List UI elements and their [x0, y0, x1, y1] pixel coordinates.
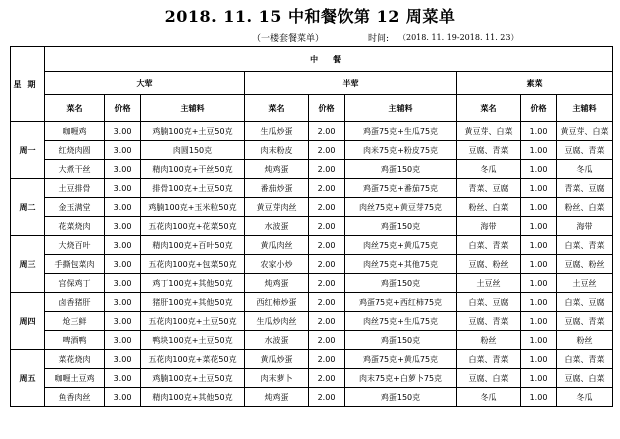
table-cell: 菜花烧肉 [45, 350, 105, 369]
category-header: 大荤 [45, 72, 245, 95]
table-cell: 五花肉100克+菜花50克 [141, 350, 245, 369]
meal-header: 中 餐 [45, 47, 613, 72]
table-row [11, 350, 613, 369]
table-cell: 肉丝75克+黄豆芽75克 [345, 198, 457, 217]
table-cell: 生瓜炒蛋 [245, 122, 309, 141]
table-cell: 1.00 [521, 369, 557, 388]
table-cell: 番茄炒蛋 [245, 179, 309, 198]
table-cell: 大煮干丝 [45, 160, 105, 179]
table-cell: 肉末75克+白萝卜75克 [345, 369, 457, 388]
table-cell: 精肉100克+百叶50克 [141, 236, 245, 255]
table-cell: 肉圆150克 [141, 141, 245, 160]
table-cell: 3.00 [105, 141, 141, 160]
table-cell: 粉丝、白菜 [457, 198, 521, 217]
weekday-cell: 周五 [11, 350, 45, 407]
table-cell: 1.00 [521, 198, 557, 217]
table-row [11, 198, 613, 217]
time-range: （2018. 11. 19-2018. 11. 23） [398, 33, 519, 42]
table-cell: 3.00 [105, 122, 141, 141]
table-cell: 2.00 [309, 312, 345, 331]
table-cell: 黄豆芽、白菜 [557, 122, 613, 141]
table-row [11, 217, 613, 236]
table-cell: 3.00 [105, 350, 141, 369]
table-cell: 肉丝75克+黄瓜75克 [345, 236, 457, 255]
table-cell: 3.00 [105, 217, 141, 236]
table-cell: 1.00 [521, 350, 557, 369]
table-cell: 1.00 [521, 312, 557, 331]
table-cell: 土豆排骨 [45, 179, 105, 198]
table-cell: 豆腐、青菜 [457, 312, 521, 331]
table-cell: 2.00 [309, 255, 345, 274]
table-cell: 猪肝100克+其他50克 [141, 293, 245, 312]
table-cell: 1.00 [521, 236, 557, 255]
table-cell: 豆腐、粉丝 [457, 255, 521, 274]
table-cell: 豆腐、白菜 [557, 369, 613, 388]
table-cell: 3.00 [105, 369, 141, 388]
table-row [11, 179, 613, 198]
table-cell: 1.00 [521, 179, 557, 198]
table-cell: 粉丝 [557, 331, 613, 350]
table-row [11, 388, 613, 407]
table-cell: 炖鸡蛋 [245, 274, 309, 293]
table-cell: 粉丝、白菜 [557, 198, 613, 217]
table-cell: 3.00 [105, 198, 141, 217]
table-cell: 白菜、青菜 [557, 350, 613, 369]
page-title: 2018. 11. 15 中和餐饮第 12 周菜单 [164, 7, 456, 26]
column-header: 主辅料 [141, 95, 245, 122]
column-header: 主辅料 [557, 95, 613, 122]
table-cell: 3.00 [105, 236, 141, 255]
table-cell: 五花肉100克+花菜50克 [141, 217, 245, 236]
table-cell: 2.00 [309, 198, 345, 217]
column-header: 价格 [521, 95, 557, 122]
table-cell: 豆腐、青菜 [557, 312, 613, 331]
table-cell: 精肉100克+其他50克 [141, 388, 245, 407]
table-cell: 白菜、青菜 [457, 350, 521, 369]
table-cell: 肉米75克+粉皮75克 [345, 141, 457, 160]
table-cell: 鸡蛋150克 [345, 160, 457, 179]
table-cell: 2.00 [309, 217, 345, 236]
table-cell: 肉末萝卜 [245, 369, 309, 388]
table-row [11, 236, 613, 255]
table-cell: 农家小炒 [245, 255, 309, 274]
table-cell: 青菜、豆腐 [557, 179, 613, 198]
table-cell: 3.00 [105, 255, 141, 274]
column-header: 菜名 [245, 95, 309, 122]
table-cell: 生瓜炒肉丝 [245, 312, 309, 331]
table-cell: 冬瓜 [457, 388, 521, 407]
table-cell: 大烧百叶 [45, 236, 105, 255]
column-header: 菜名 [45, 95, 105, 122]
table-cell: 豆腐、青菜 [457, 141, 521, 160]
table-cell: 冬瓜 [557, 388, 613, 407]
table-cell: 2.00 [309, 179, 345, 198]
table-cell: 金玉满堂 [45, 198, 105, 217]
table-cell: 鸡蛋75克+生瓜75克 [345, 122, 457, 141]
table-cell: 1.00 [521, 160, 557, 179]
table-cell: 2.00 [309, 293, 345, 312]
table-row [11, 331, 613, 350]
table-cell: 花菜烧肉 [45, 217, 105, 236]
category-header: 素菜 [457, 72, 613, 95]
table-cell: 豆腐、粉丝 [557, 255, 613, 274]
table-cell: 土豆丝 [457, 274, 521, 293]
table-cell: 3.00 [105, 160, 141, 179]
table-row [11, 160, 613, 179]
table-cell: 1.00 [521, 217, 557, 236]
table-cell: 鸡蛋75克+黄瓜75克 [345, 350, 457, 369]
weekday-cell: 周三 [11, 236, 45, 293]
table-cell: 粉丝 [457, 331, 521, 350]
table-cell: 肉末粉皮 [245, 141, 309, 160]
table-cell: 2.00 [309, 122, 345, 141]
table-cell: 鸡蛋150克 [345, 388, 457, 407]
table-cell: 青菜、豆腐 [457, 179, 521, 198]
table-cell: 黄瓜肉丝 [245, 236, 309, 255]
table-cell: 肉丝75克+其他75克 [345, 255, 457, 274]
table-cell: 排骨100克+土豆50克 [141, 179, 245, 198]
table-cell: 2.00 [309, 141, 345, 160]
column-header: 价格 [309, 95, 345, 122]
table-cell: 鸡丁100克+其他50克 [141, 274, 245, 293]
table-cell: 海带 [457, 217, 521, 236]
table-cell: 3.00 [105, 312, 141, 331]
table-cell: 2.00 [309, 388, 345, 407]
table-cell: 咖喱鸡 [45, 122, 105, 141]
table-row [11, 274, 613, 293]
table-cell: 五花肉100克+包菜50克 [141, 255, 245, 274]
column-header: 价格 [105, 95, 141, 122]
table-cell: 红烧肉圆 [45, 141, 105, 160]
table-cell: 黄瓜炒蛋 [245, 350, 309, 369]
table-cell: 1.00 [521, 331, 557, 350]
weekday-cell: 周二 [11, 179, 45, 236]
table-cell: 1.00 [521, 388, 557, 407]
table-cell: 白菜、豆腐 [557, 293, 613, 312]
table-cell: 冬瓜 [557, 160, 613, 179]
table-cell: 炝三鲜 [45, 312, 105, 331]
menu-table [10, 46, 613, 407]
table-cell: 炖鸡蛋 [245, 388, 309, 407]
table-cell: 鸡腩100克+土豆50克 [141, 122, 245, 141]
table-cell: 2.00 [309, 350, 345, 369]
table-cell: 啤酒鸭 [45, 331, 105, 350]
table-cell: 2.00 [309, 160, 345, 179]
table-cell: 3.00 [105, 388, 141, 407]
table-cell: 豆腐、青菜 [557, 141, 613, 160]
table-cell: 海带 [557, 217, 613, 236]
table-cell: 肉丝75克+生瓜75克 [345, 312, 457, 331]
table-cell: 五花肉100克+土豆50克 [141, 312, 245, 331]
table-cell: 2.00 [309, 236, 345, 255]
table-cell: 鸡蛋75克+西红柿75克 [345, 293, 457, 312]
table-cell: 1.00 [521, 122, 557, 141]
weekday-cell: 周四 [11, 293, 45, 350]
table-cell: 鸡蛋150克 [345, 331, 457, 350]
table-cell: 鱼香肉丝 [45, 388, 105, 407]
table-row [11, 141, 613, 160]
table-cell: 白菜、青菜 [557, 236, 613, 255]
table-cell: 西红柿炒蛋 [245, 293, 309, 312]
table-cell: 鸡腩100克+玉米粒50克 [141, 198, 245, 217]
table-cell: 炖鸡蛋 [245, 160, 309, 179]
table-cell: 豆腐、白菜 [457, 369, 521, 388]
menu-body [11, 122, 613, 407]
table-row [11, 255, 613, 274]
table-cell: 1.00 [521, 274, 557, 293]
table-cell: 鸭块100克+土豆50克 [141, 331, 245, 350]
table-cell: 鸡腩100克+土豆50克 [141, 369, 245, 388]
table-cell: 黄豆芽肉丝 [245, 198, 309, 217]
table-row [11, 122, 613, 141]
table-cell: 卤香猪肝 [45, 293, 105, 312]
table-cell: 鸡蛋150克 [345, 217, 457, 236]
table-cell: 白菜、豆腐 [457, 293, 521, 312]
table-cell: 水波蛋 [245, 331, 309, 350]
table-cell: 土豆丝 [557, 274, 613, 293]
table-cell: 精肉100克+干丝50克 [141, 160, 245, 179]
table-cell: 冬瓜 [457, 160, 521, 179]
table-cell: 手撕包菜肉 [45, 255, 105, 274]
table-cell: 鸡蛋150克 [345, 274, 457, 293]
table-cell: 1.00 [521, 255, 557, 274]
table-cell: 1.00 [521, 293, 557, 312]
category-header: 半荤 [245, 72, 457, 95]
table-row [11, 293, 613, 312]
table-cell: 鸡蛋75克+番茄75克 [345, 179, 457, 198]
table-cell: 2.00 [309, 331, 345, 350]
table-row [11, 369, 613, 388]
table-cell: 宫保鸡丁 [45, 274, 105, 293]
column-header: 主辅料 [345, 95, 457, 122]
table-cell: 3.00 [105, 274, 141, 293]
table-cell: 3.00 [105, 331, 141, 350]
table-cell: 3.00 [105, 293, 141, 312]
table-cell: 1.00 [521, 141, 557, 160]
table-cell: 咖喱土豆鸡 [45, 369, 105, 388]
menu-subtitle: （一楼套餐菜单） [252, 34, 325, 44]
time-label: 时间: [368, 34, 390, 44]
weekday-header: 星期 [11, 47, 45, 122]
weekday-cell: 周一 [11, 122, 45, 179]
column-header: 菜名 [457, 95, 521, 122]
table-row [11, 312, 613, 331]
table-cell: 2.00 [309, 369, 345, 388]
table-cell: 2.00 [309, 274, 345, 293]
table-cell: 3.00 [105, 179, 141, 198]
table-cell: 黄豆芽、白菜 [457, 122, 521, 141]
table-cell: 水波蛋 [245, 217, 309, 236]
table-cell: 白菜、青菜 [457, 236, 521, 255]
